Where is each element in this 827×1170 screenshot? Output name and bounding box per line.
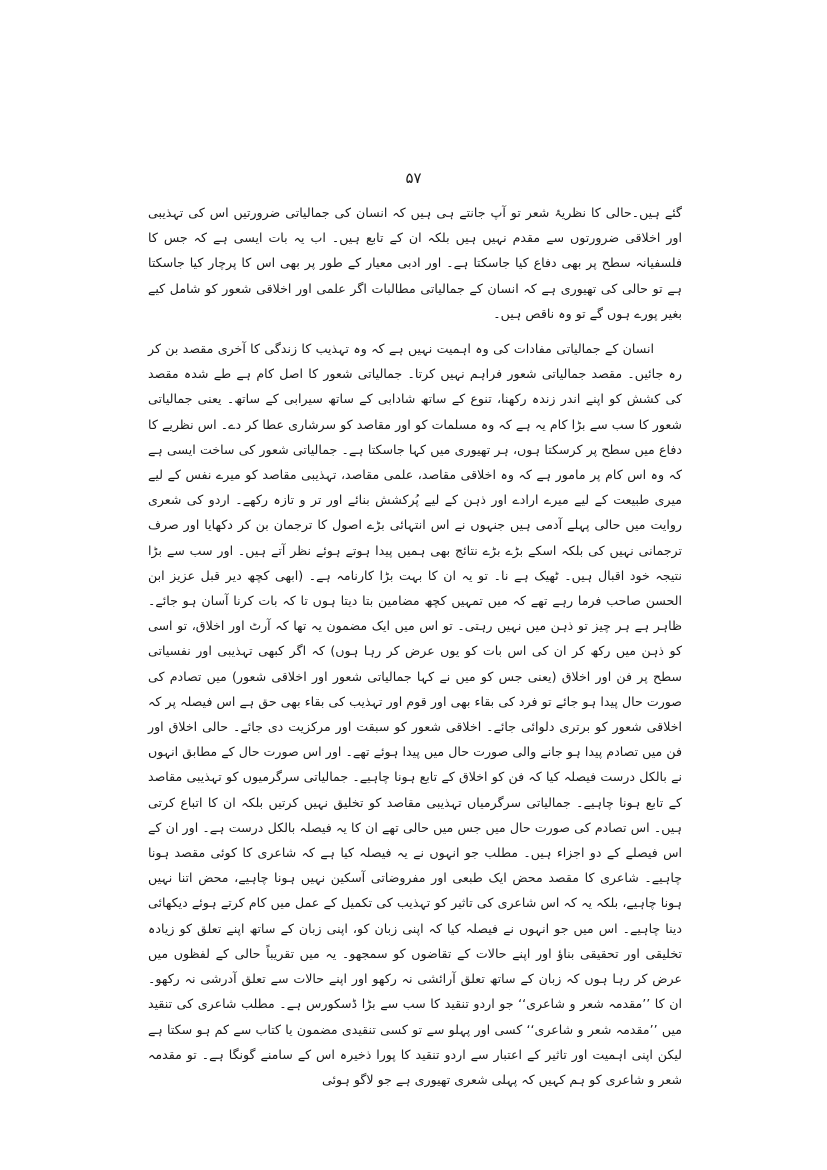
body-text — [148, 200, 682, 1092]
paragraph-1: گئے ہیں۔حالی کا نظریۂ شعر تو آپ جانتے ہی ہیں کہ انسان کی جمالیاتی ضرورتیں اس کی تہذیبی اور اخلاقی ضرورتوں سے مقدم نہیں ہیں بلکہ ان کے تابع ہیں۔ اب یہ بات ایسی ہے کہ جس کا فلسفیانہ سطح پر بھی دفاع کیا جاسکتا ہے۔ اور ادبی معیار کے طور پر بھی اس کا پرچار کیا جاسکتا ہے تو حالی کی تھیوری ہے کہ انسان کے جمالیاتی مطالبات اگر علمی اور اخلاقی شعور کو شامل کیے بغیر پورے ہوں گے تو وہ ناقص ہیں۔ — [148, 205, 682, 321]
page-number: ۵۷ — [405, 169, 422, 187]
paragraph-2: انسان کے جمالیاتی مفادات کی وہ اہمیت نہیں ہے کہ وہ تہذیب کا زندگی کا آخری مقصد بن کر رہ جائیں۔ مقصد جمالیاتی شعور فراہم نہیں کرتا۔ جمالیاتی شعور کا اصل کام ہے طے شدہ مقصد کی کشش کو اپنے اندر زندہ رکھنا، تنوع کے ساتھ شادابی کے ساتھ سیرابی کے ساتھ۔ یعنی جمالیاتی شعور کا سب سے بڑا کام یہ ہے کہ وہ مسلمات کو اور مقاصد کو سرشاری عطا کر دے۔ اس نظریے کا دفاع میں سطح پر کرسکتا ہوں، ہر تھیوری میں کہا جاسکتا ہے۔ جمالیاتی شعور کی ساخت ایسی ہے کہ وہ اس کام پر مامور ہے کہ وہ اخلاقی مقاصد، علمی مقاصد، تہذیبی مقاصد کو میرے نفس کے لیے میری طبیعت کے لیے میرے ارادے اور ذہن کے لیے پُرکشش بنائے اور تر و تازہ رکھے۔ اردو کی شعری روایت میں حالی پہلے آدمی ہیں جنہوں نے اس انتہائی بڑے اصول کا ترجمان بن کر دکھایا اور صرف ترجمانی نہیں کی بلکہ اسکے بڑے بڑے نتائج بھی ہمیں پیدا ہوتے ہوئے نظر آتے ہیں۔ اور سب سے بڑا نتیجہ خود اقبال ہیں۔ ٹھیک ہے نا۔ تو یہ ان کا بہت بڑا کارنامہ ہے۔ (ابھی کچھ دیر قبل عزیز ابن الحسن صاحب فرما رہے تھے کہ میں تمہیں کچھ مضامین بتا دیتا ہوں تا کہ بات کرنا آسان ہو جائے۔ ظاہر ہے ہر چیز تو ذہن میں نہیں رہتی۔ تو اس میں ایک مضمون یہ تھا کہ آرٹ اور اخلاق، تو اسی کو ذہن میں رکھ کر ان کی اس بات کو یوں عرض کر رہا ہوں) کہ اگر کبھی تہذیبی اور نفسیاتی سطح پر فن اور اخلاق (یعنی جس کو میں نے کہا جمالیاتی شعور اور اخلاقی شعور) میں تصادم کی صورت حال پیدا ہو جائے تو فرد کی بقاء بھی اور قوم اور تہذیب کی بقاء بھی حق ہے اس فیصلہ پر کہ اخلاقی شعور کو برتری دلوائی جائے۔ اخلاقی شعور کو سبقت اور مرکزیت دی جائے۔ حالی اخلاق اور فن میں تصادم پیدا ہو جانے والی صورت حال میں پیدا ہوئے تھے۔ اور اس صورت حال کے مطابق انہوں نے بالکل درست فیصلہ کیا کہ فن کو اخلاق کے تابع ہونا چاہیے۔ جمالیاتی سرگرمیوں کو تہذیبی مقاصد کے تابع ہونا چاہیے۔ جمالیاتی سرگرمیاں تہذیبی مقاصد کو تخلیق نہیں کرتیں بلکہ ان کا اتباع کرتی ہیں۔ اس تصادم کی صورت حال میں جس میں حالی تھے ان کا یہ فیصلہ بالکل درست ہے۔ اور ان کے اس فیصلے کے دو اجزاء ہیں۔ مطلب جو انہوں نے یہ فیصلہ کیا ہے کہ شاعری کا کوئی مقصد ہونا چاہیے۔ شاعری کا مقصد محض ایک طبعی اور مفروضاتی آسکین نہیں ہونا چاہیے، محض اتنا نہیں ہونا چاہیے، بلکہ یہ کہ اس شاعری کی تاثیر کو تہذیب کی تکمیل کے عمل میں کام کرتے ہوئے دیکھائی دینا چاہیے۔ اس میں جو انہوں نے فیصلہ کیا کہ اپنی زبان کو، اپنی زبان کے ساتھ اپنے تعلق کو زیادہ تخلیقی اور تحقیقی بناؤ اور اپنے حالات کے تقاضوں کو سمجھو۔ یہ میں تقریباً حالی کے لفظوں میں عرض کر رہا ہوں کہ زبان کے ساتھ تعلق آرائشی نہ رکھو اور اپنے حالات سے تعلق آدرشی نہ رکھو۔ ان کا ’’مقدمہ شعر و شاعری‘‘ جو اردو تنقید کا سب سے بڑا ڈسکورس ہے۔ مطلب شاعری کی تنقید میں ’’مقدمہ شعر و شاعری‘‘ کسی اور پہلو سے تو کسی تنقیدی مضمون یا کتاب سے کم ہو سکتا ہے لیکن اپنی اہمیت اور تاثیر کے اعتبار سے اردو تنقید کا پورا ذخیرہ اس کے سامنے گونگا ہے۔ تو مقدمہ شعر و شاعری کو ہم کہیں کہ پہلی شعری تھیوری ہے جو لاگو ہوئی — [148, 341, 682, 1087]
